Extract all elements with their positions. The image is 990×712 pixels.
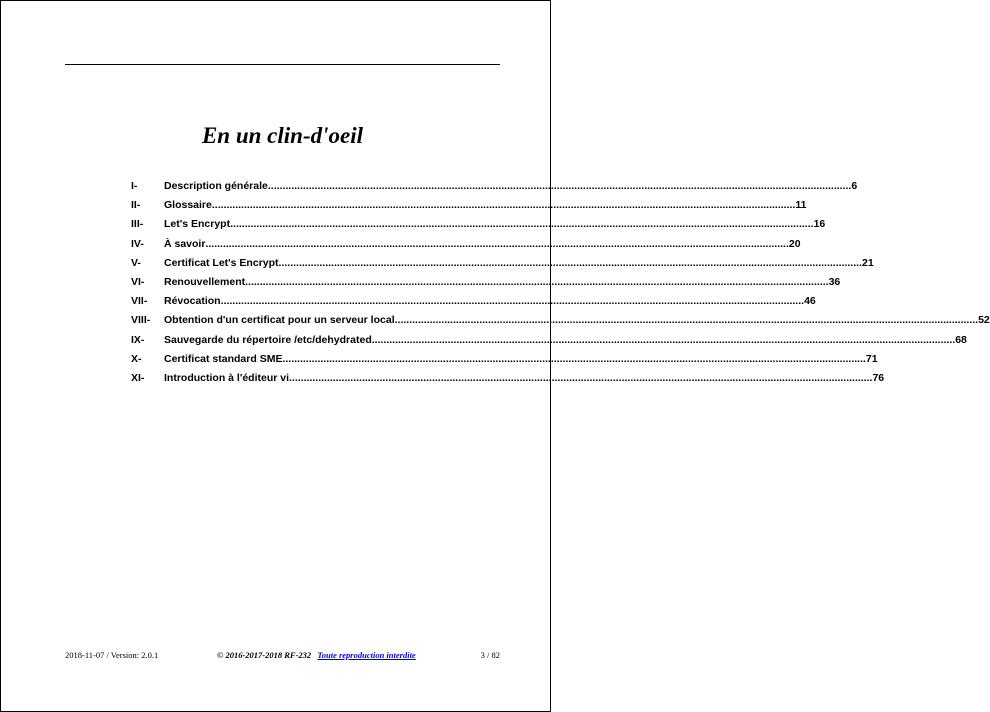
toc-entry[interactable] (131, 273, 841, 292)
toc-label: Glossaire (164, 199, 212, 212)
toc-leader-dots: ........................................................................................................................................................................................................ (371, 333, 956, 346)
page-title: En un clin-d'oeil (201, 123, 364, 148)
toc-label: Sauvegarde du répertoire /etc/dehydrated (164, 333, 372, 346)
toc-entry[interactable] (131, 215, 826, 234)
footer-copyright-block (217, 650, 416, 660)
toc-page-number: 6 (851, 180, 858, 192)
toc-number: II- (131, 199, 141, 212)
toc-entry[interactable] (131, 292, 816, 311)
toc-entry[interactable] (131, 311, 990, 330)
toc-page-number: 71 (865, 352, 878, 365)
toc-leader-dots: ........................................................................................................................................................................................................ (394, 314, 979, 327)
footer-page-indicator: 3 / 82 (480, 650, 500, 660)
toc-page-number: 11 (795, 199, 807, 212)
header-rule (65, 64, 500, 65)
toc-page-number: 76 (872, 371, 885, 384)
toc-label: Certificat Let's Encrypt (164, 256, 279, 269)
toc-number: X- (131, 352, 142, 365)
toc-entry[interactable] (131, 350, 878, 369)
toc-entry[interactable] (131, 254, 874, 273)
toc-number: IX- (131, 333, 145, 346)
toc-page-number: 21 (861, 256, 874, 269)
toc-number: V- (131, 256, 141, 269)
toc-leader-dots: ........................................................................................................................................................................................................ (211, 199, 796, 212)
toc-leader-dots: ........................................................................................................................................................................................................ (205, 237, 789, 250)
toc-page-number: 20 (788, 237, 801, 250)
toc-page-number: 46 (804, 295, 816, 308)
table-of-contents (131, 177, 990, 388)
toc-leader-dots: ........................................................................................................................................................................................................ (267, 180, 852, 192)
toc-leader-dots: ........................................................................................................................................................................................................ (289, 371, 873, 384)
reproduction-notice-link[interactable]: Toute reproduction interdite (317, 650, 416, 660)
toc-leader-dots: ........................................................................................................................................................................................................ (230, 218, 814, 231)
toc-page-number: 68 (955, 333, 967, 346)
toc-label: Introduction à l'éditeur vi (164, 371, 290, 384)
toc-entry[interactable] (131, 235, 801, 254)
footer-copyright: © 2016-2017-2018 RF-232 (217, 650, 312, 660)
toc-number: III- (131, 218, 144, 231)
toc-leader-dots: ........................................................................................................................................................................................................ (282, 352, 866, 365)
toc-label: Obtention d'un certificat pour un serveur local (164, 314, 395, 327)
toc-number: XI- (131, 371, 145, 384)
toc-page-number: 52 (978, 314, 990, 327)
toc-leader-dots: ........................................................................................................................................................................................................ (245, 275, 829, 288)
toc-leader-dots: ........................................................................................................................................................................................................ (220, 295, 805, 308)
toc-entry[interactable] (131, 369, 885, 388)
toc-label: Révocation (164, 295, 221, 308)
toc-page-number: 16 (813, 218, 826, 231)
toc-number: I- (131, 180, 138, 192)
toc-number: VIII- (131, 314, 151, 327)
toc-label: Let's Encrypt (164, 218, 231, 231)
toc-label: Renouvellement (164, 275, 246, 288)
toc-label: À savoir (164, 237, 206, 250)
toc-entry[interactable] (131, 331, 967, 350)
toc-number: VII- (131, 295, 148, 308)
toc-number: IV- (131, 237, 144, 250)
toc-number: VI- (131, 275, 145, 288)
toc-entry[interactable] (131, 177, 858, 196)
toc-label: Certificat standard SME (164, 352, 283, 365)
toc-entry[interactable] (131, 196, 807, 215)
toc-label: Description générale (164, 180, 268, 192)
toc-page-number: 36 (828, 275, 841, 288)
toc-leader-dots: ........................................................................................................................................................................................................ (278, 256, 862, 269)
footer-date-version: 2018-11-07 / Version: 2.0.1 (65, 650, 159, 660)
